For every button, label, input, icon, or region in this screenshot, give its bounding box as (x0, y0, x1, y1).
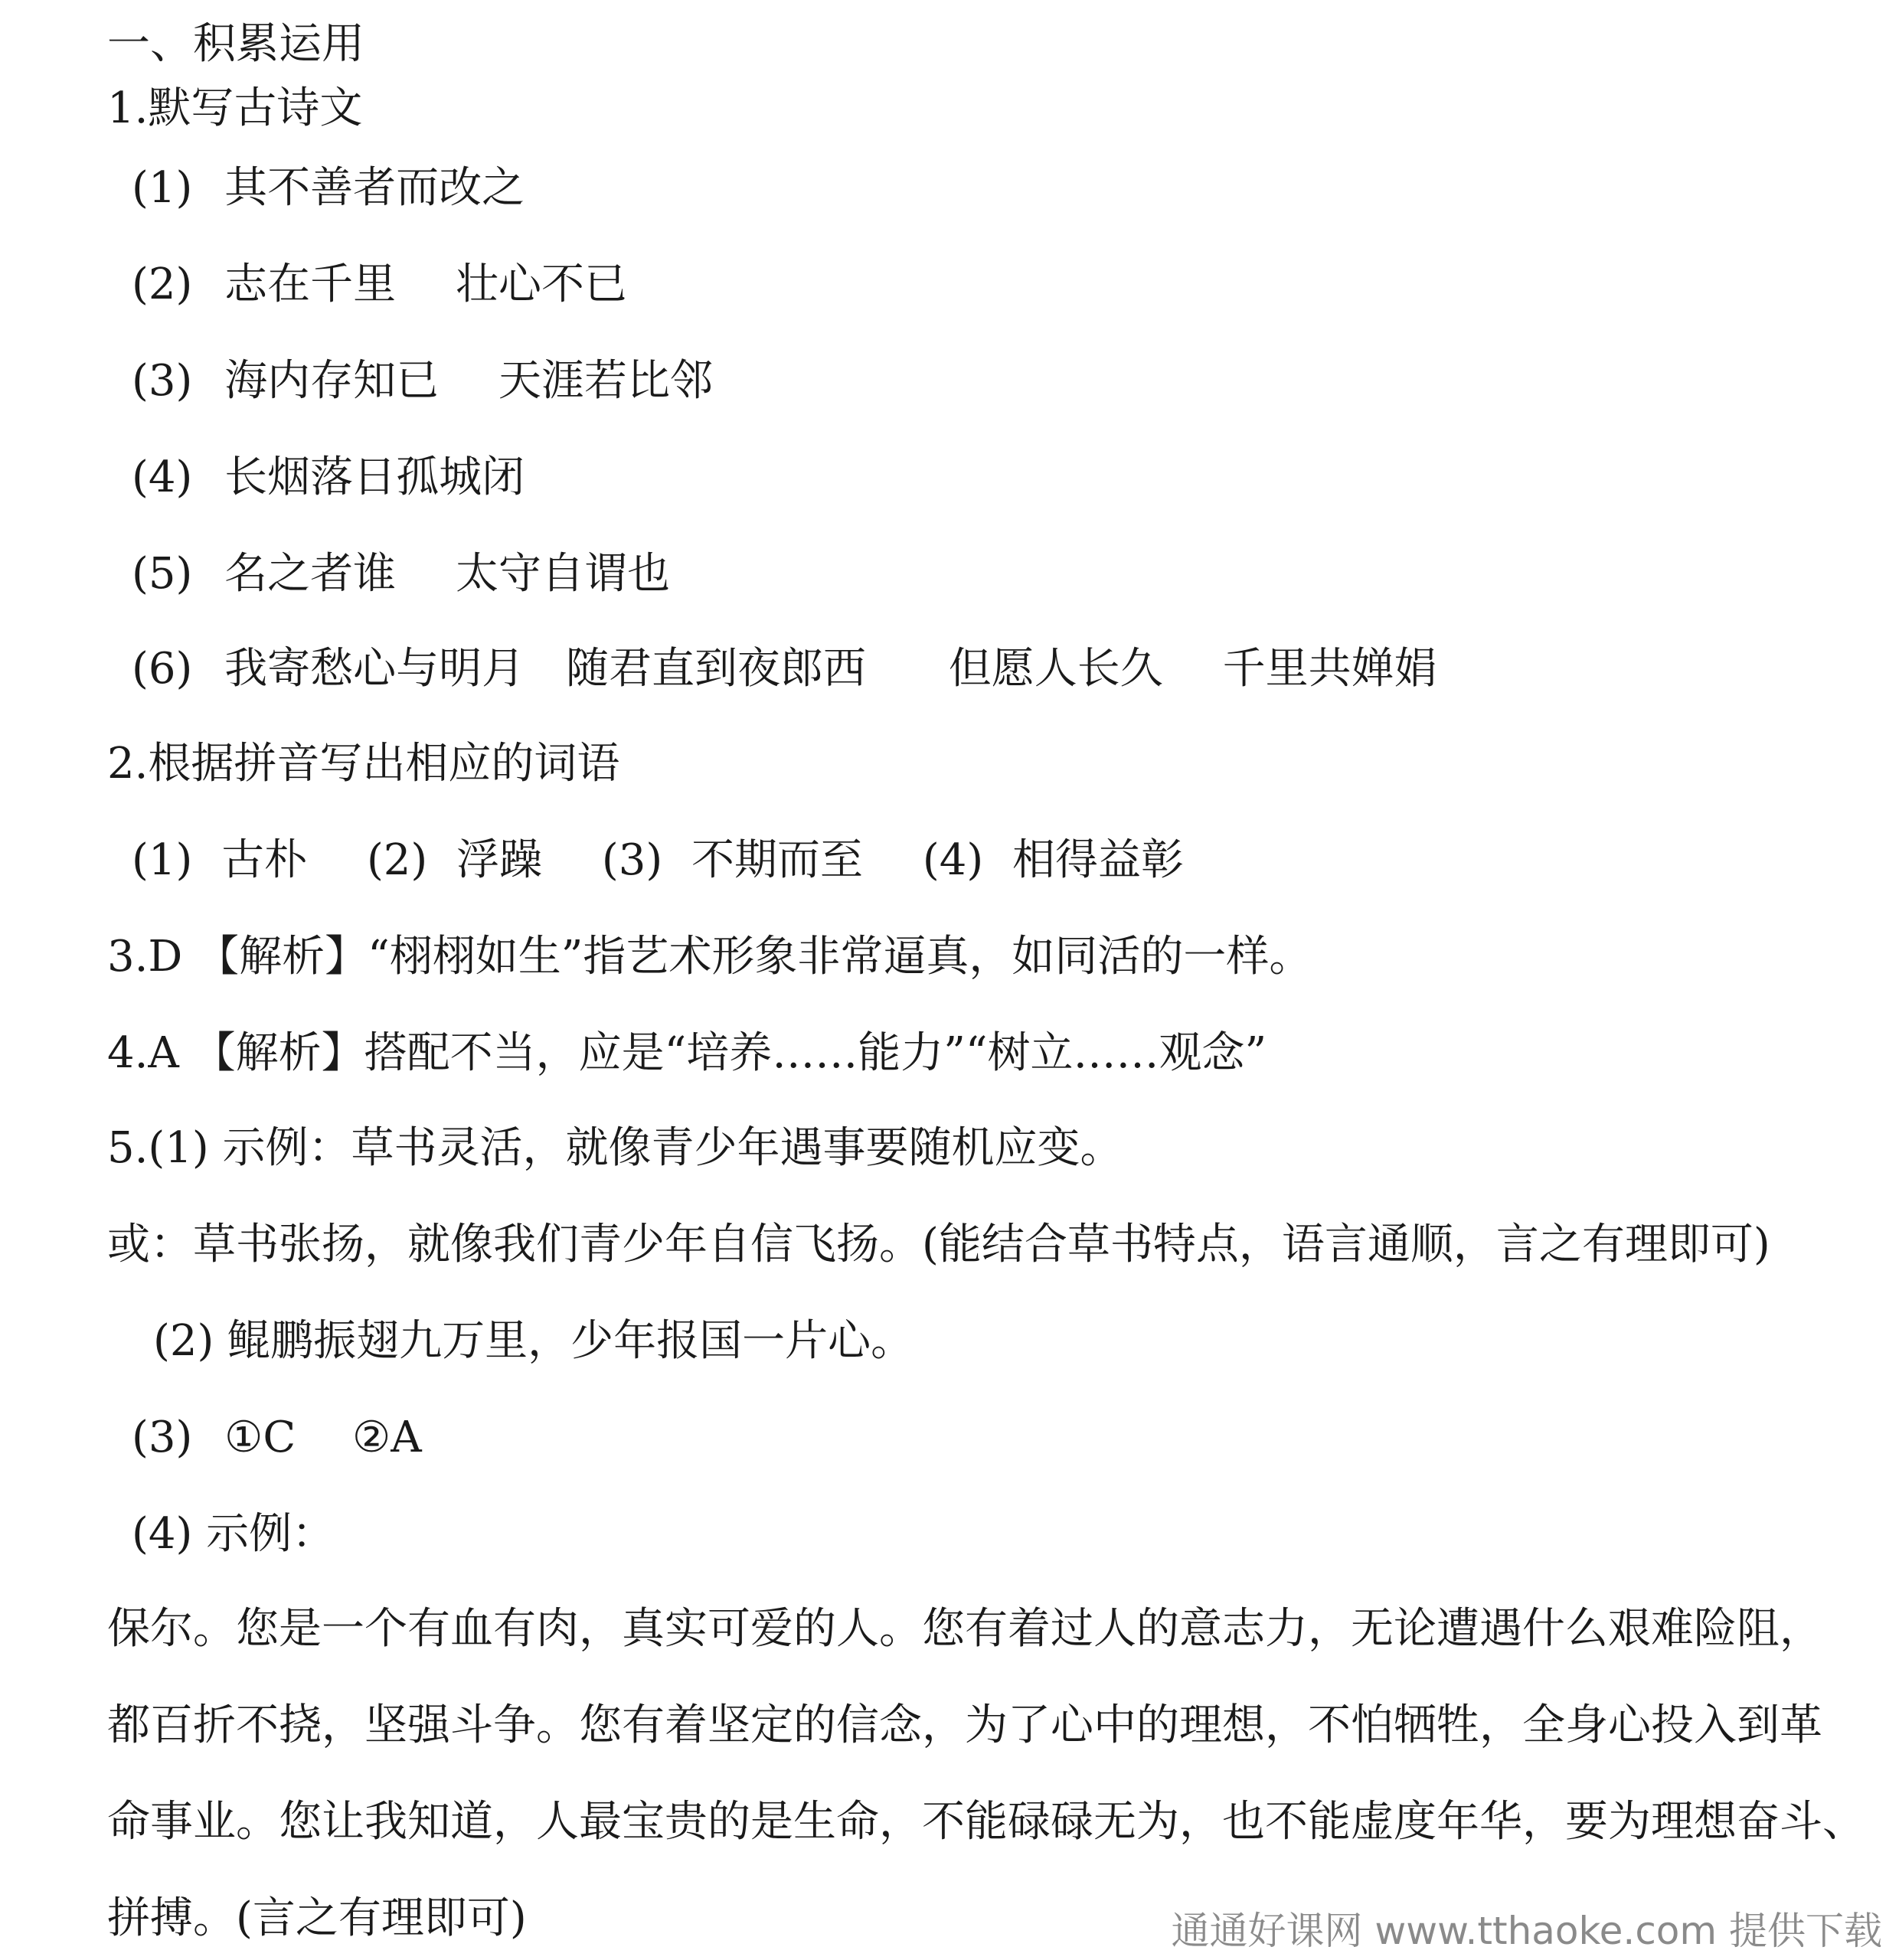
q5-para-line-2: 都百折不挠，坚强斗争。您有着坚定的信念，为了心中的理想，不怕牺牲，全身心投入到革 (107, 1700, 1822, 1750)
answer-text: 壮心不已 (455, 260, 627, 309)
answer-word: 浮躁 (456, 835, 543, 885)
q3-answer: 3.D 【解析】“栩栩如生”指艺术形象非常逼真，如同活的一样。 (107, 932, 1312, 982)
item-number: (4) (922, 835, 984, 885)
item-number: (2) (366, 835, 428, 885)
watermark: 通通好课网 www.tthaoke.com 提供下载 (1171, 1909, 1882, 1953)
q5-line-5: (4) 示例： (132, 1509, 335, 1559)
answer-text: 我寄愁心与明月 (224, 644, 525, 694)
item-number: (6) (132, 644, 193, 694)
answer-text: 志在千里 (224, 260, 397, 309)
answer-text: 但愿人长久 (948, 644, 1163, 694)
q1-title: 1.默写古诗文 (107, 83, 363, 133)
q5-para-line-3: 命事业。您让我知道，人最宝贵的是生命，不能碌碌无为，也不能虚度年华，要为理想奋斗、 (107, 1797, 1865, 1847)
answer-text: 海内存知已 (224, 356, 440, 406)
answer-choice: ①C (224, 1413, 296, 1462)
item-number: (2) (132, 260, 193, 309)
answer-word: 不期而至 (691, 835, 864, 885)
item-number: (3) (601, 835, 663, 885)
section-title: 一、积累运用 (107, 19, 364, 69)
answer-text: 千里共婵娟 (1222, 644, 1437, 694)
q5-line-4 (132, 1410, 422, 1465)
q5-para-line-1: 保尔。您是一个有血有肉，真实可爱的人。您有着过人的意志力，无论遭遇什么艰难险阻， (107, 1604, 1822, 1654)
item-number: (1) (132, 835, 193, 885)
answer-text: 其不善者而改之 (224, 163, 525, 213)
answer-text: 天涯若比邻 (498, 356, 713, 406)
q1-item-6 (132, 642, 1437, 697)
answer-text: 随君直到夜郎西 (565, 644, 866, 694)
q1-item-1 (132, 161, 525, 216)
item-number: (1) (132, 163, 193, 213)
answer-text: 长烟落日孤城闭 (224, 452, 525, 502)
q5-line-3: (2) 鲲鹏振翅九万里，少年报国一片心。 (153, 1316, 914, 1366)
q1-item-3 (132, 354, 713, 409)
item-number: (4) (132, 452, 193, 502)
answer-choice: ②A (352, 1413, 422, 1462)
q5-line-1: 5.(1) 示例：草书灵活，就像青少年遇事要随机应变。 (107, 1123, 1123, 1173)
item-number: (3) (132, 1413, 193, 1462)
item-number: (3) (132, 356, 193, 406)
q4-answer: 4.A 【解析】搭配不当，应是“培养……能力”“树立……观念” (107, 1028, 1267, 1078)
q1-item-5 (132, 547, 670, 602)
q2-title: 2.根据拼音写出相应的词语 (107, 739, 620, 789)
q1-item-4 (132, 450, 525, 505)
item-number: (5) (132, 549, 193, 599)
q1-item-2 (132, 257, 627, 312)
answer-text: 太守自谓也 (455, 549, 670, 599)
q5-para-line-4: 拼搏。(言之有理即可) (107, 1893, 527, 1943)
answer-word: 古朴 (221, 835, 308, 885)
answer-word: 相得益彰 (1012, 835, 1184, 885)
q5-line-2: 或：草书张扬，就像我们青少年自信飞扬。(能结合草书特点，语言通顺，言之有理即可) (107, 1220, 1770, 1269)
q2-answers (132, 833, 1184, 888)
answer-text: 名之者谁 (224, 549, 397, 599)
